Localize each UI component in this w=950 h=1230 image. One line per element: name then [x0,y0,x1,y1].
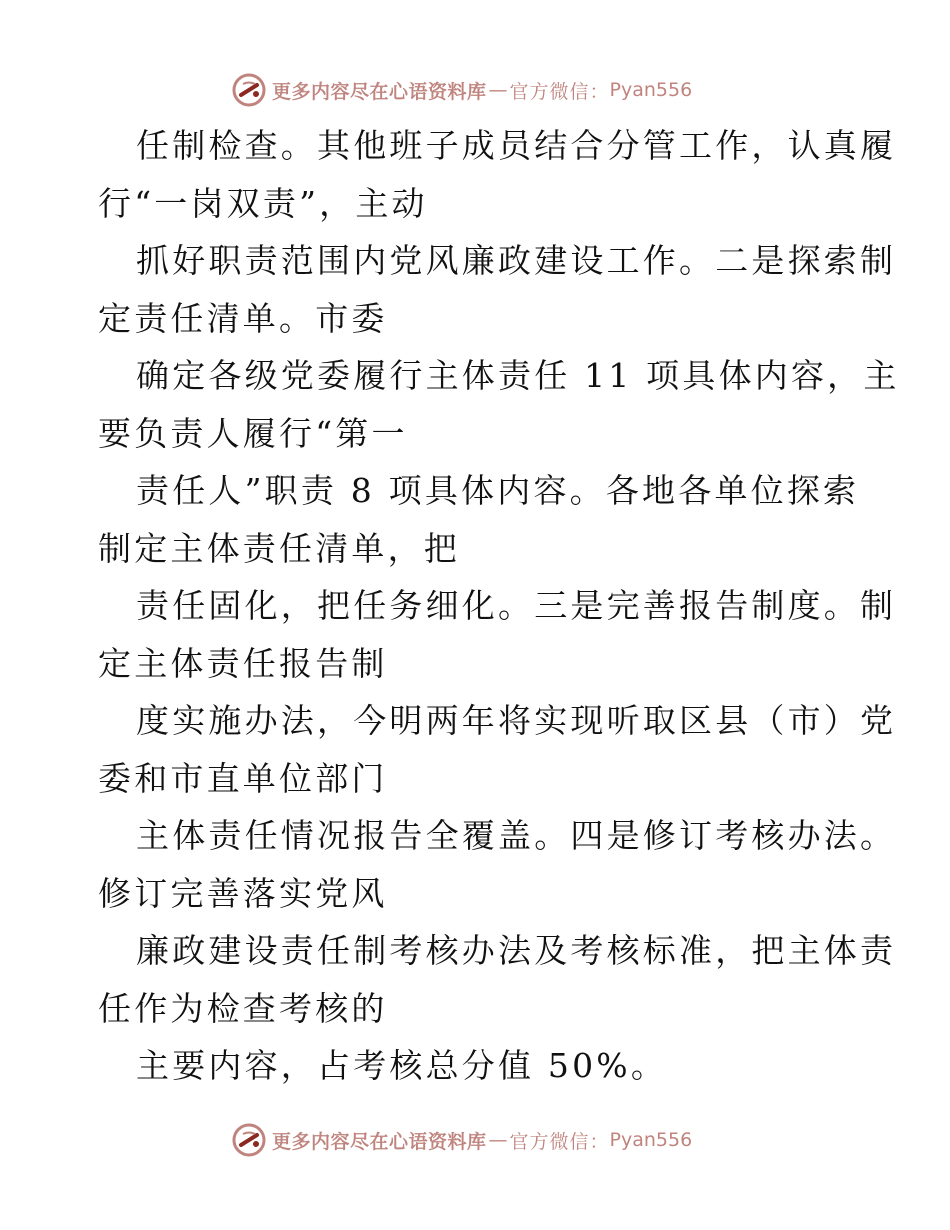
paragraph-line: 定主体责任报告制 [98,643,388,683]
watermark-separator: — [488,79,508,101]
paragraph [98,117,897,232]
paragraph [98,807,897,922]
document-body [98,117,900,1095]
paragraph-line: 任作为检查考核的 [98,988,388,1028]
paragraph-line: 确定各级党委履行主体责任 11 项具体内容，主 [136,356,900,395]
watermark-wechat-label: 官方微信： [509,80,610,103]
paragraph [98,1037,858,1095]
paragraph-line: 制定主体责任清单，把 [98,528,460,568]
paragraph [98,462,858,577]
paragraph [98,922,897,1037]
watermark-wechat-label: 官方微信： [509,1130,610,1153]
paragraph-line: 抓好职责范围内党风廉政建设工作。二是探索制 [136,241,897,280]
footer-watermark [232,1122,692,1158]
book-logo-icon [232,1123,266,1157]
paragraph-line: 行“一岗双责”，主动 [98,183,428,223]
paragraph [98,232,897,347]
header-watermark [232,72,692,108]
watermark-brand: 更多内容尽在心语资料库 [272,80,487,103]
paragraph [98,577,897,692]
paragraph-line: 定责任清单。市委 [98,298,388,338]
watermark-separator: — [488,1129,508,1151]
watermark-brand: 更多内容尽在心语资料库 [272,1130,487,1153]
paragraph-line: 任制检查。其他班子成员结合分管工作，认真履 [136,126,897,165]
watermark-wechat-id: Pyan556 [609,1129,693,1151]
paragraph [98,347,900,462]
paragraph-line: 廉政建设责任制考核办法及考核标准，把主体责 [136,931,897,970]
paragraph-line: 修订完善落实党风 [98,873,388,913]
paragraph-line: 委和市直单位部门 [98,758,388,798]
paragraph-line: 主要内容，占考核总分值 50%。 [136,1046,668,1085]
paragraph-line: 度实施办法，今明两年将实现听取区县（市）党 [136,701,897,740]
paragraph [98,692,897,807]
paragraph-line: 主体责任情况报告全覆盖。四是修订考核办法。 [136,816,897,855]
book-logo-icon [232,73,266,107]
paragraph-line: 责任人”职责 8 项具体内容。各地各单位探索 [136,471,860,510]
watermark-wechat-id: Pyan556 [609,79,693,101]
paragraph-line: 责任固化，把任务细化。三是完善报告制度。制 [136,586,897,625]
paragraph-line: 要负责人履行“第一 [98,413,408,453]
